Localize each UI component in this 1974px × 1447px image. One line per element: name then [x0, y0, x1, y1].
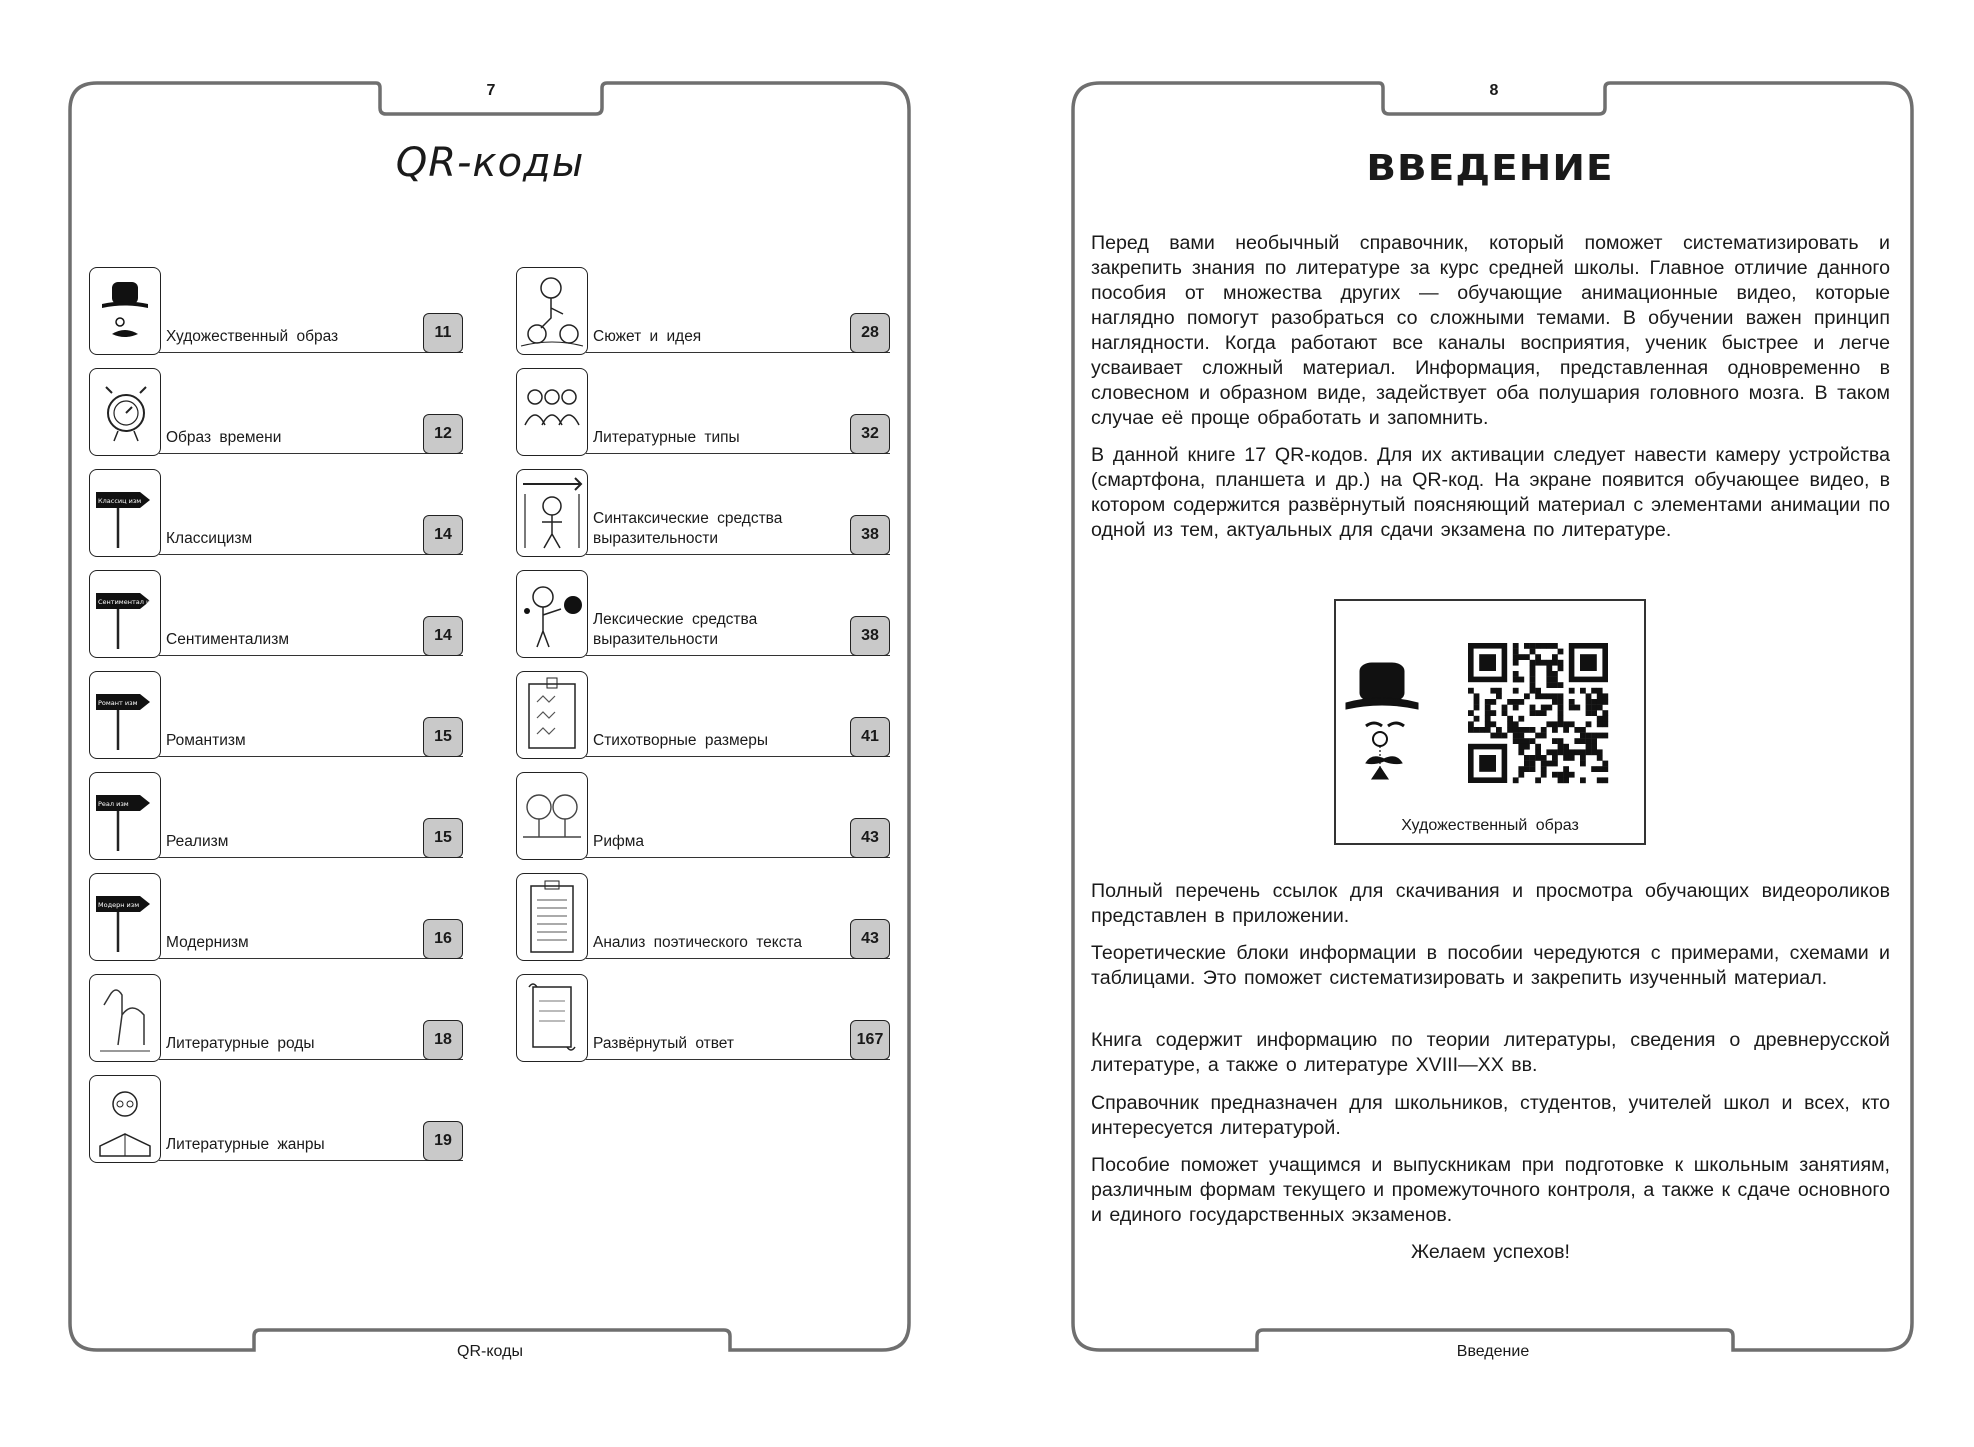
closing-wish: Желаем успехов!: [1410, 1241, 1571, 1263]
qr-list-item[interactable]: [516, 368, 890, 458]
qr-example-caption: Художественный образ: [1401, 817, 1579, 834]
left-page-footer: QR-коды: [457, 1343, 523, 1360]
item-underline: [586, 554, 890, 555]
signpost-icon: [89, 570, 161, 658]
item-label: Развёрнутый ответ: [593, 1035, 735, 1052]
item-label: Сюжет и идея: [593, 328, 702, 345]
page-number-badge: 11: [423, 313, 463, 353]
item-underline: [586, 352, 890, 353]
top-hat-face-icon: [89, 267, 161, 355]
item-label: Рифма: [593, 833, 645, 850]
signpost-icon: [89, 671, 161, 759]
qr-list-item[interactable]: [89, 1075, 463, 1165]
item-label: Синтаксические средства выразительности: [593, 510, 783, 547]
qr-list-item[interactable]: [516, 469, 890, 559]
page-number-badge: 167: [850, 1020, 890, 1060]
page-number-badge: 14: [423, 616, 463, 656]
people-group-icon: [516, 368, 588, 456]
page-number-badge: 38: [850, 515, 890, 555]
page-number-badge: 14: [423, 515, 463, 555]
page-title: QR-коды: [395, 140, 585, 186]
paragraph-contents: Книга содержит информацию по теории литературы, сведения о древнерусской литературе, а также о литературе XVIII—XX вв.: [1091, 1029, 1890, 1076]
item-underline: [586, 655, 890, 656]
item-label: Образ времени: [166, 429, 282, 446]
qr-code-image: [1468, 643, 1608, 783]
page-number-badge: 43: [850, 818, 890, 858]
paragraph-audience: Справочник предназначен для школьников, студентов, учителей школ и всех, кто интересуется литературой.: [1091, 1092, 1890, 1139]
qr-list-item[interactable]: [516, 671, 890, 761]
top-hat-face-icon: [1346, 663, 1418, 779]
qr-list-item[interactable]: [89, 570, 463, 660]
signpost-icon: [89, 873, 161, 961]
paragraph-intro: Перед вами необычный справочник, который поможет систематизировать и закрепить знания по литературе за курс средней школы. Главное отличие данного пособия от множества других — обучающие анимационные видео, которые наглядно помогут разобраться со сложными темами. В обучении важен принцип наглядности. Когда работают все каналы восприятия, ученик быстрее и легче усваивает сложный материал. Информация, представленная одновременно в словесном и образном виде, задействует оба полушария головного мозга. В таком случае её проще обработать и запомнить.: [1091, 232, 1890, 429]
juggler-icon: [516, 570, 588, 658]
clipboard-list-icon: [516, 873, 588, 961]
qr-list-item[interactable]: [89, 873, 463, 963]
item-underline: [159, 1160, 463, 1161]
page-number-badge: 18: [423, 1020, 463, 1060]
paragraph-purpose: Пособие поможет учащимся и выпускникам при подготовке к школьным занятиям, различным формам текущего и промежуточного контроля, а также к сдаче основного и единого государственных экзаменов.: [1091, 1154, 1890, 1226]
qr-list-item[interactable]: [89, 368, 463, 458]
qr-list-item[interactable]: [516, 873, 890, 963]
svg-text:Классиц изм: Классиц изм: [98, 497, 142, 505]
qr-example-art: [1336, 601, 1644, 811]
scroll-icon: [516, 974, 588, 1062]
svg-text:Сентиментал изм: Сентиментал изм: [98, 598, 159, 606]
page-number-badge: 28: [850, 313, 890, 353]
item-label: Реализм: [166, 833, 229, 850]
item-label: Классицизм: [166, 530, 253, 547]
cyclist-icon: [516, 267, 588, 355]
item-underline: [586, 756, 890, 757]
reader-icon: [89, 1075, 161, 1163]
signpost-icon: [89, 469, 161, 557]
item-underline: [159, 756, 463, 757]
item-label: Художественный образ: [166, 328, 339, 345]
right-page-footer: Введение: [1456, 1343, 1530, 1360]
page-title-intro: ВВЕДЕНИЕ: [1366, 148, 1614, 189]
item-underline: [159, 453, 463, 454]
left-page-number: 7: [486, 82, 496, 99]
page-number-badge: 38: [850, 616, 890, 656]
item-label: Стихотворные размеры: [593, 732, 769, 749]
qr-list-item[interactable]: [516, 772, 890, 862]
signpost-icon: [89, 772, 161, 860]
page-number-badge: 12: [423, 414, 463, 454]
item-label: Модернизм: [166, 934, 249, 951]
item-underline: [586, 453, 890, 454]
page-number-badge: 15: [423, 818, 463, 858]
qr-list-item[interactable]: [89, 469, 463, 559]
item-label: Анализ поэтического текста: [593, 934, 803, 951]
item-underline: [586, 857, 890, 858]
item-label: Литературные роды: [166, 1035, 315, 1052]
item-label: Романтизм: [166, 732, 246, 749]
qr-list-item[interactable]: [89, 671, 463, 761]
alarm-clock-icon: [89, 368, 161, 456]
item-label: Литературные жанры: [166, 1136, 325, 1153]
qr-list-item[interactable]: [516, 570, 890, 660]
qr-example-card: [1334, 599, 1646, 845]
item-underline: [159, 554, 463, 555]
item-label: Литературные типы: [593, 429, 740, 446]
camel-icon: [89, 974, 161, 1062]
qr-list-item[interactable]: [89, 974, 463, 1064]
svg-text:Модерн изм: Модерн изм: [98, 901, 140, 909]
page-number-badge: 43: [850, 919, 890, 959]
svg-text:Романт изм: Романт изм: [98, 699, 138, 707]
trees-icon: [516, 772, 588, 860]
svg-text:Реал изм: Реал изм: [98, 800, 129, 808]
paragraph-theory: Теоретические блоки информации в пособии чередуются с примерами, схемами и таблицами. Это поможет систематизировать и закрепить изученный материал.: [1091, 942, 1890, 989]
note-sheet-icon: [516, 671, 588, 759]
item-underline: [159, 857, 463, 858]
qr-list-item[interactable]: [516, 267, 890, 357]
page-number-badge: 15: [423, 717, 463, 757]
qr-list-item[interactable]: [89, 772, 463, 862]
item-label: Сентиментализм: [166, 631, 289, 648]
item-underline: [159, 958, 463, 959]
paragraph-qr-usage: В данной книге 17 QR-кодов. Для их активации следует навести камеру устройства (смартфона, планшета и др.) на QR-код. На экране появится обучающее видео, в котором содержится развёрнутый поясняющий материал с элементами анимации по одной из тем, актуальных для сдачи экзамена по литературе.: [1091, 444, 1890, 541]
page-number-badge: 41: [850, 717, 890, 757]
qr-list-item[interactable]: [516, 974, 890, 1064]
item-underline: [159, 655, 463, 656]
item-underline: [586, 958, 890, 959]
figure-arrows-icon: [516, 469, 588, 557]
item-underline: [159, 1059, 463, 1060]
page-number-badge: 32: [850, 414, 890, 454]
item-underline: [159, 352, 463, 353]
paragraph-links: Полный перечень ссылок для скачивания и просмотра обучающих видеороликов представлен в приложении.: [1091, 880, 1890, 927]
page-number-badge: 19: [423, 1121, 463, 1161]
item-label: Лексические средства выразительности: [593, 611, 758, 648]
page-number-badge: 16: [423, 919, 463, 959]
qr-list-item[interactable]: [89, 267, 463, 357]
right-page-number: 8: [1489, 82, 1499, 99]
item-underline: [586, 1059, 890, 1060]
